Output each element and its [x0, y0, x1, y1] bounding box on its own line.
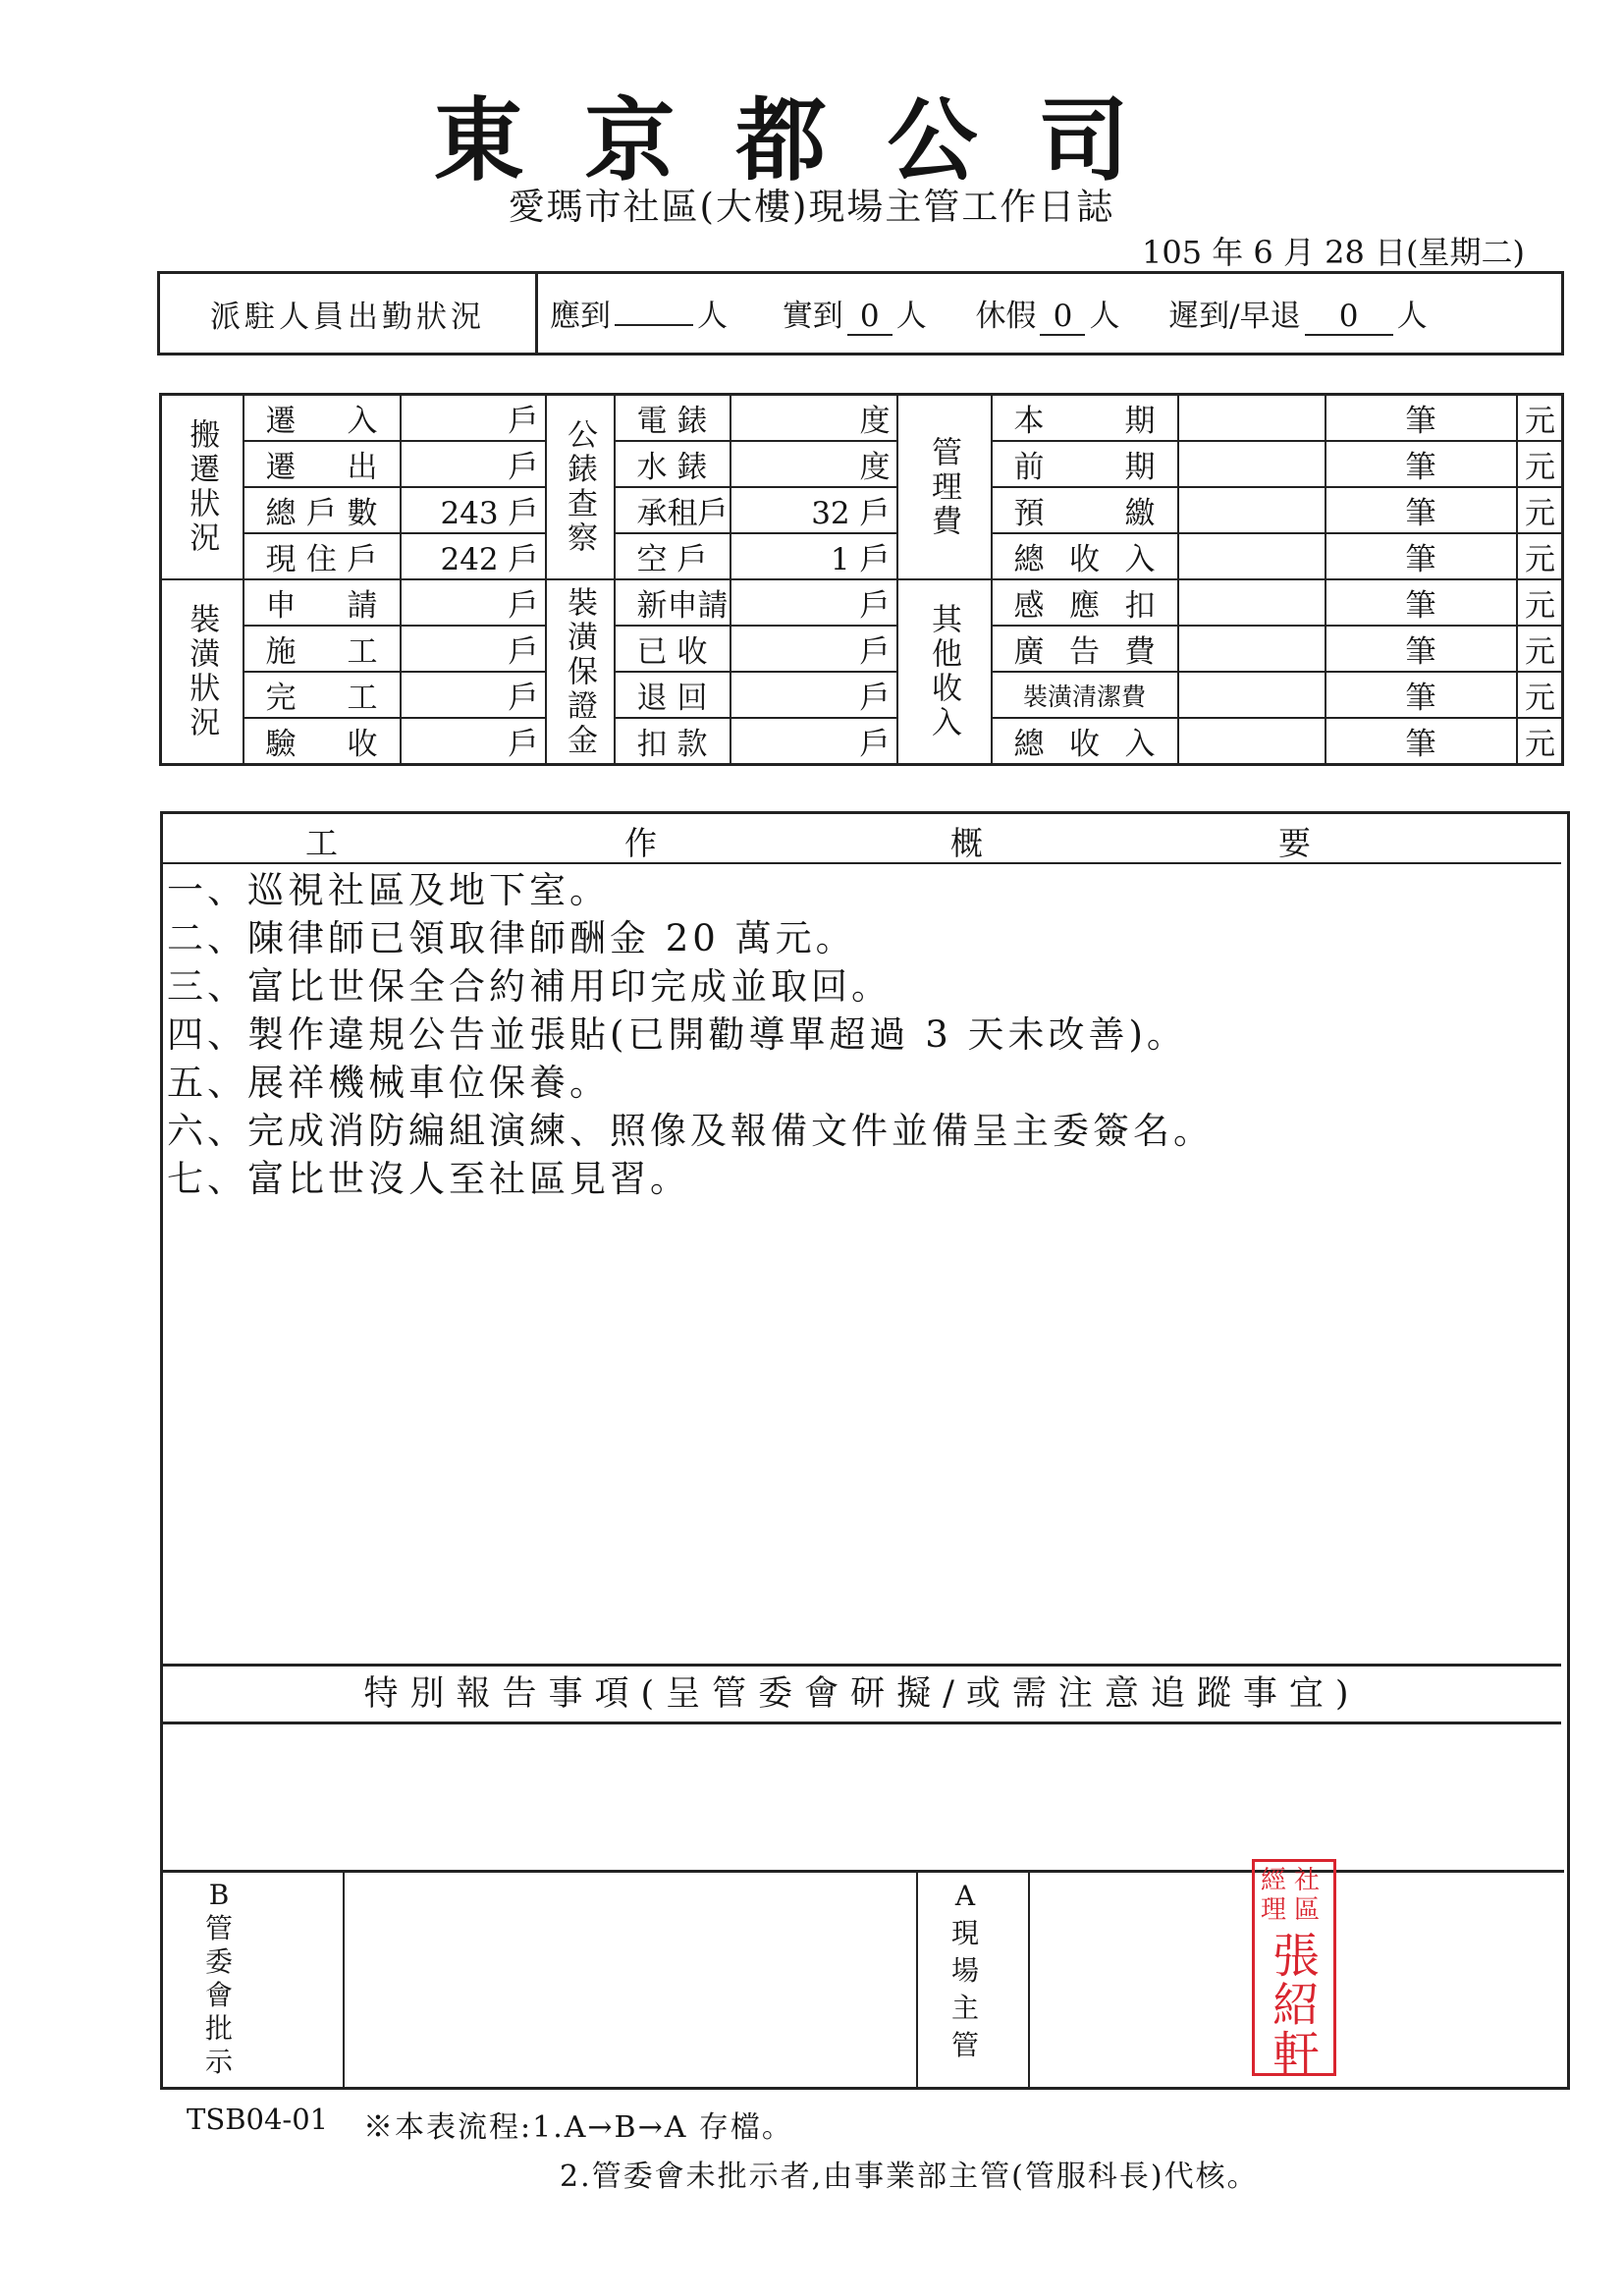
stats-count-blank[interactable]	[1178, 626, 1325, 672]
committee-label	[189, 1879, 248, 2079]
process-note: ※本表流程:1.A→B→A 存檔。	[363, 2110, 793, 2145]
stats-item-value[interactable]: 32 戶	[730, 487, 897, 533]
stats-row	[161, 672, 1563, 718]
stats-item-value[interactable]: 戶	[730, 579, 897, 626]
late-label: 遲到/早退	[1168, 299, 1301, 334]
label-char: 會	[204, 1979, 233, 2011]
stats-item-label: 遷入	[243, 395, 401, 442]
work-item: 六、完成消防編組演練、照像及報備文件並備呈主委簽名。	[167, 1110, 1214, 1152]
stats-item-label: 驗收	[243, 718, 401, 765]
work-item: 三、富比世保全合約補用印完成並取回。	[167, 965, 892, 1008]
work-item: 七、富比世沒人至社區見習。	[167, 1158, 690, 1200]
stats-count-blank[interactable]	[1178, 487, 1325, 533]
stats-item-label: 申請	[243, 579, 401, 626]
manager-seal-stamp	[1252, 1859, 1336, 2082]
stats-item-value[interactable]: 戶	[401, 579, 546, 626]
statistics-table	[159, 393, 1564, 766]
stats-item-value[interactable]: 1 戶	[730, 533, 897, 579]
due-value[interactable]	[615, 324, 693, 326]
work-header-char: 工	[305, 824, 338, 862]
stats-amount-value[interactable]: 元	[1517, 441, 1563, 487]
label-char: 示	[204, 2046, 233, 2078]
stats-count-unit: 筆	[1325, 579, 1517, 626]
stats-count-blank[interactable]	[1178, 672, 1325, 718]
stats-item-label: 承租戶	[615, 487, 730, 533]
form-subtitle: 愛瑪市社區(大樓)現場主管工作日誌	[508, 186, 1115, 228]
label-char: A	[954, 1880, 976, 1912]
stats-group-label: 公錶查察	[546, 395, 615, 580]
actual-unit: 人	[895, 299, 927, 334]
stats-group-label: 搬遷狀況	[161, 395, 243, 580]
attendance-values	[537, 273, 1563, 355]
stats-row	[161, 533, 1563, 579]
stats-count-unit: 筆	[1325, 533, 1517, 579]
stats-row	[161, 441, 1563, 487]
label-char: 張	[1271, 1929, 1320, 1984]
stats-amount-value[interactable]: 元	[1517, 533, 1563, 579]
stats-count-unit: 筆	[1325, 718, 1517, 765]
stats-amount-value[interactable]: 元	[1517, 672, 1563, 718]
stats-row	[161, 579, 1563, 626]
stats-item-label: 完工	[243, 672, 401, 718]
label-char: 管	[204, 1912, 233, 1944]
stats-item-value[interactable]: 戶	[401, 672, 546, 718]
stats-amount-value[interactable]: 元	[1517, 718, 1563, 765]
work-item: 一、巡視社區及地下室。	[167, 869, 610, 911]
label-char: 主	[950, 1992, 979, 2024]
stats-item-label: 廣告費	[992, 626, 1178, 672]
stats-count-blank[interactable]	[1178, 533, 1325, 579]
stamp-title-b: 經 理	[1261, 1866, 1287, 1925]
stats-item-label: 扣款	[615, 718, 730, 765]
committee-approval-field[interactable]	[347, 1875, 916, 2085]
stats-group-label: 管理費	[897, 395, 992, 580]
stats-item-label: 本期	[992, 395, 1178, 442]
stats-row	[161, 626, 1563, 672]
stats-item-label: 現住戶	[243, 533, 401, 579]
label-char: 管	[950, 2029, 979, 2061]
work-header-char: 要	[1278, 824, 1311, 862]
stats-amount-value[interactable]: 元	[1517, 395, 1563, 442]
leave-label: 休假	[975, 299, 1037, 334]
special-report-area[interactable]	[167, 1724, 1557, 1864]
stats-group-label: 裝潢狀況	[161, 579, 243, 765]
stats-item-label: 水錶	[615, 441, 730, 487]
label-char: 紹	[1271, 1978, 1320, 2033]
label-char: 軒	[1271, 2027, 1320, 2082]
due-label: 應到	[550, 299, 611, 334]
stats-item-value[interactable]: 戶	[730, 672, 897, 718]
stats-item-value[interactable]: 戶	[401, 626, 546, 672]
stats-item-label: 裝潢清潔費	[992, 672, 1178, 718]
stats-count-unit: 筆	[1325, 395, 1517, 442]
stats-count-blank[interactable]	[1178, 441, 1325, 487]
signature-row	[160, 1870, 1564, 2087]
stats-item-label: 已收	[615, 626, 730, 672]
stamp-name	[1265, 1929, 1327, 2082]
stats-item-value[interactable]: 戶	[401, 718, 546, 765]
label-char: 委	[204, 1945, 233, 1978]
stats-count-unit: 筆	[1325, 441, 1517, 487]
attendance-label: 派駐人員出勤狀況	[159, 273, 537, 355]
label-char: 批	[204, 2012, 233, 2045]
actual-value[interactable]: 0	[847, 299, 893, 336]
label-char: 場	[950, 1954, 979, 1987]
work-item-list	[167, 866, 1214, 1203]
special-report-header: 特別報告事項(呈管委會研擬/或需注意追蹤事宜)	[163, 1664, 1561, 1724]
stats-item-label: 總收入	[992, 718, 1178, 765]
stats-count-unit: 筆	[1325, 626, 1517, 672]
stats-amount-value[interactable]: 元	[1517, 626, 1563, 672]
manager-label	[936, 1879, 995, 2065]
late-unit: 人	[1396, 299, 1428, 334]
stats-item-label: 施工	[243, 626, 401, 672]
form-code: TSB04-01	[187, 2103, 329, 2136]
work-item: 五、展祥機械車位保養。	[167, 1062, 610, 1104]
work-item: 二、陳律師已領取律師酬金 20 萬元。	[167, 917, 856, 959]
stats-item-value[interactable]: 度	[730, 441, 897, 487]
stats-item-value[interactable]: 戶	[730, 718, 897, 765]
stats-row	[161, 718, 1563, 765]
stats-item-value[interactable]: 戶	[401, 441, 546, 487]
stats-item-label: 總收入	[992, 533, 1178, 579]
company-title: 東京都公司	[433, 87, 1190, 193]
stats-amount-value[interactable]: 元	[1517, 579, 1563, 626]
stats-count-blank[interactable]	[1178, 718, 1325, 765]
due-unit: 人	[697, 299, 728, 334]
leave-value[interactable]: 0	[1040, 299, 1085, 336]
work-item: 四、製作違規公告並張貼(已開勸導單超過 3 天未改善)。	[167, 1013, 1187, 1056]
label-char: B	[208, 1879, 230, 1911]
stats-count-unit: 筆	[1325, 672, 1517, 718]
work-summary-header	[163, 815, 1561, 864]
stats-row	[161, 487, 1563, 533]
stats-row	[161, 395, 1563, 442]
stats-item-label: 空戶	[615, 533, 730, 579]
stats-item-label: 感應扣	[992, 579, 1178, 626]
stats-group-label: 裝潢保證金	[546, 579, 615, 765]
stats-count-blank[interactable]	[1178, 395, 1325, 442]
stats-item-value[interactable]: 戶	[730, 626, 897, 672]
stamp-title-a: 社 區	[1294, 1866, 1321, 1925]
stats-group-label: 其他收入	[897, 579, 992, 765]
stats-item-label: 遷出	[243, 441, 401, 487]
stats-count-blank[interactable]	[1178, 579, 1325, 626]
stats-item-label: 退回	[615, 672, 730, 718]
leave-unit: 人	[1089, 299, 1120, 334]
actual-label: 實到	[782, 299, 843, 334]
stats-item-value[interactable]: 243 戶	[401, 487, 546, 533]
attendance-table	[157, 271, 1564, 355]
stats-count-unit: 筆	[1325, 487, 1517, 533]
stats-item-label: 總戶數	[243, 487, 401, 533]
stats-item-value[interactable]: 度	[730, 395, 897, 442]
approval-note: 2.管委會未批示者,由事業部主管(管服科長)代核。	[560, 2159, 1259, 2194]
work-header-char: 作	[624, 824, 657, 862]
stats-item-value[interactable]: 242 戶	[401, 533, 546, 579]
late-value[interactable]: 0	[1305, 299, 1393, 336]
stats-item-label: 預繳	[992, 487, 1178, 533]
stats-item-value[interactable]: 戶	[401, 395, 546, 442]
label-char: 現	[950, 1917, 979, 1949]
work-header-char: 概	[950, 824, 983, 862]
stats-item-label: 新申請	[615, 579, 730, 626]
stats-amount-value[interactable]: 元	[1517, 487, 1563, 533]
form-date: 105 年 6 月 28 日(星期二)	[1142, 234, 1525, 271]
stats-item-label: 電錶	[615, 395, 730, 442]
stats-item-label: 前期	[992, 441, 1178, 487]
